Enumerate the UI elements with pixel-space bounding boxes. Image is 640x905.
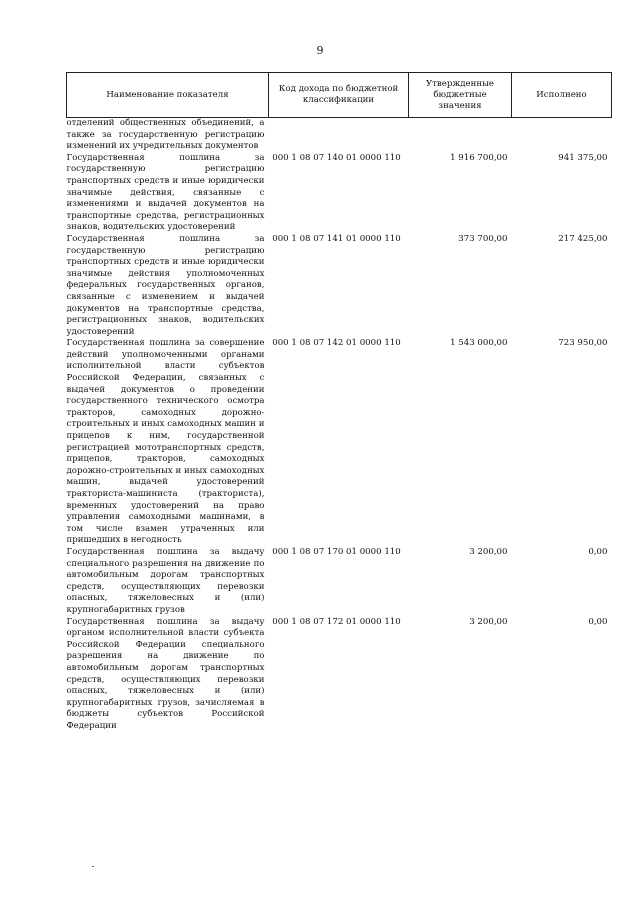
executed-value: 941 375,00 [558,152,608,163]
budget-execution-table [66,72,612,732]
executed-value: 723 950,00 [558,338,608,349]
income-code: 000 1 08 07 142 01 0000 110 [272,338,401,349]
table-row [67,617,612,733]
income-code: 000 1 08 07 170 01 0000 110 [272,546,401,557]
header-code: Код дохода по бюджетной классификации [269,73,409,118]
page-number: 9 [316,44,324,57]
executed-value: 217 425,00 [558,233,608,244]
indicator-name: Государственная пошлина за совершение действий уполномоченными органами исполнительной власти субъектов Российской Федерации, связанных с выдачей документов о проведении государственного технического осмотра тракторов, самоходных дорожно-строительных и иных самоходных машин и прицепов к ним, государственной регистрацией мототранспортных средств, прицепов, тракторов, самоходных дорожно-строительных и иных самоходных машин, выдачей удостоверений тракториста-машиниста (тракториста), временных удостоверений на право управления самоходными машинами, в том числе взамен утраченных или пришедших в негодность [66,338,265,546]
indicator-name: Государственная пошлина за выдачу органом исполнительной власти субъекта Российской Федерации специального разрешения на движение по автомобильным дорогам транспортных средств, осуществляющих перевозки опасных, тяжеловесных и (или) крупногабаритных грузов, зачисляемая в бюджеты субъектов Российской Федерации [66,616,265,731]
table-row [67,234,612,338]
header-approved: Утвержденные бюджетные значения [409,73,512,118]
income-code: 000 1 08 07 172 01 0000 110 [272,616,401,627]
executed-value: 0,00 [588,616,608,627]
indicator-name: Государственная пошлина за выдачу специального разрешения на движение по автомобильным дорогам транспортных средств, осуществляющих перевозки опасных, тяжеловесных и (или) крупногабаритных грузов [66,546,265,615]
table-row [67,547,612,617]
income-code: 000 1 08 07 141 01 0000 110 [272,233,401,244]
header-executed: Исполнено [512,73,612,118]
executed-value: 0,00 [588,546,608,557]
indicator-name: Государственная пошлина за государственную регистрацию транспортных средств и иные юридически значимые действия уполномоченных федеральных государственных органов, связанные с изменением и выдачей документов на транспортные средства, регистрационных знаков, водительских удостоверений [66,233,265,337]
table-header-row [67,73,612,118]
approved-value [409,118,512,153]
income-code: 000 1 08 07 140 01 0000 110 [272,152,401,163]
executed-value [512,118,612,153]
indicator-name: Государственная пошлина за государственную регистрацию транспортных средств и иные юридически значимые действия, связанные с изменениями и выдачей документов на транспортные средства, регистрационных знаков, водительских удостоверений [66,152,265,233]
approved-value: 3 200,00 [469,616,508,627]
header-name: Наименование показателя [67,73,269,118]
income-code [269,118,409,153]
table-row [67,118,612,153]
approved-value: 373 700,00 [458,233,508,244]
approved-value: 1 543 000,00 [450,338,508,349]
table-row [67,153,612,234]
table-row [67,338,612,547]
indicator-name: отделений общественных объединений, а также за государственную регистрацию изменений их учредительных документов [66,118,265,152]
approved-value: 1 916 700,00 [450,152,508,163]
approved-value: 3 200,00 [469,546,508,557]
scan-speck [92,866,94,867]
